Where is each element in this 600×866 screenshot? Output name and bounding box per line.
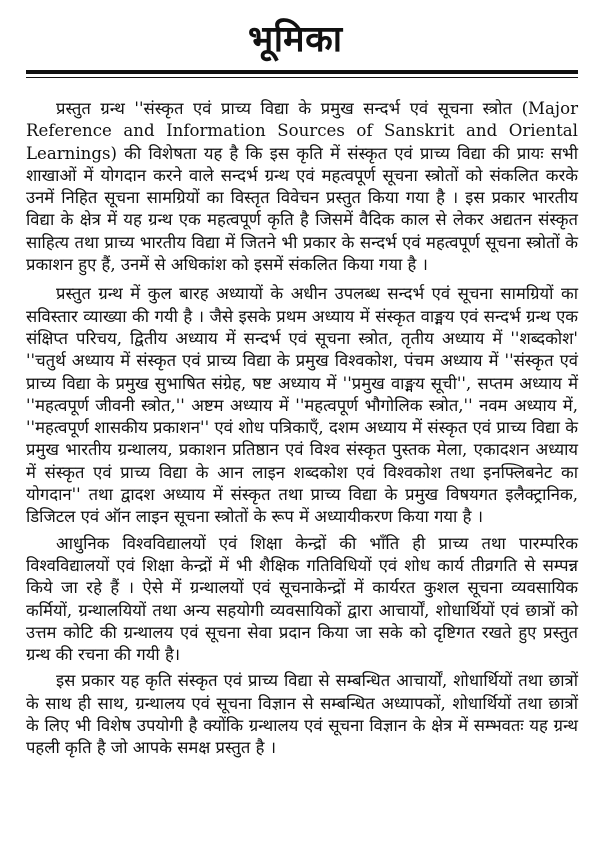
paragraph-3: आधुनिक विश्वविद्यालयों एवं शिक्षा केन्द्रों की भाँति ही प्राच्य तथा पारम्परिक विश्वविद्यालयों एवं शिक्षा केन्द्रों में भी शैक्षिक गतिविधियों एवं शोध कार्य तीव्रगति से सम्पन्न किये जा रहे हैं । ऐसे में ग्रन्थालयों एवं सूचनाकेन्द्रों में कार्यरत कुशल सूचना व्यवसायिक कर्मियों, ग्रन्थालयियों तथा अन्य सहयोगी व्यवसायिकों द्वारा आचार्यों, शोधार्थियों एवं छात्रों को उत्तम कोटि की ग्रन्थालय एवं सूचना सेवा प्रदान किया जा सके को दृष्टिगत रखते हुए प्रस्तुत ग्रन्थ की रचना की गयी है।	[26, 533, 578, 665]
page-title: भूमिका	[248, 19, 343, 60]
document-body	[26, 98, 578, 760]
paragraph-1: प्रस्तुत ग्रन्थ ''संस्कृत एवं प्राच्य विद्या के प्रमुख सन्दर्भ एवं सूचना स्त्रोत (Major Reference and Information Sources of Sanskrit and Oriental Learnings) की विशेषता यह है कि इस कृति में संस्कृत एवं प्राच्य विद्या की प्रायः सभी शाखाओं में योगदान करने वाले सन्दर्भ ग्रन्थ एवं महत्वपूर्ण सूचना स्त्रोतों को संकलित करके उनमें निहित सूचना सामग्रियों का विस्तृत विवेचन प्रस्तुत किया गया है । इस प्रकार भारतीय विद्या के क्षेत्र में यह ग्रन्थ एक महत्वपूर्ण कृति है जिसमें वैदिक काल से लेकर अद्यतन संस्कृत साहित्य तथा प्राच्य भारतीय विद्या में जितने भी प्रकार के सन्दर्भ एवं महत्वपूर्ण सूचना स्त्रोतों के प्रकाशन हुए हैं, उनमें से अधिकांश को इसमें संकलित किया गया है ।	[26, 99, 578, 275]
heading-rule-thin	[26, 77, 578, 78]
paragraph-4: इस प्रकार यह कृति संस्कृत एवं प्राच्य विद्या से सम्बन्धित आचार्यों, शोधार्थियों तथा छात्रों के साथ ही साथ, ग्रन्थालय एवं सूचना विज्ञान से सम्बन्धित अध्यापकों, शोधार्थियों तथा छात्रों के लिए भी विशेष उपयोगी है क्योंकि ग्रन्थालय एवं सूचना विज्ञान के क्षेत्र में सम्भवतः यह ग्रन्थ पहली कृति है जो आपके समक्ष प्रस्तुत है ।	[26, 671, 578, 758]
heading-rule-thick	[26, 70, 578, 74]
paragraph-2: प्रस्तुत ग्रन्थ में कुल बारह अध्यायों के अधीन उपलब्ध सन्दर्भ एवं सूचना सामग्रियों का सविस्तार व्याख्या की गयी है । जैसे इसके प्रथम अध्याय में संस्कृत वाङ्मय एवं सन्दर्भ ग्रन्थ एक संक्षिप्त परिचय, द्वितीय अध्याय में सन्दर्भ एवं सूचना स्त्रोत, तृतीय अध्याय में ''शब्दकोश' ''चतुर्थ अध्याय में संस्कृत एवं प्राच्य विद्या के प्रमुख विश्वकोश, पंचम अध्याय में ''संस्कृत एवं प्राच्य विद्या के प्रमुख सुभाषित संग्रेह, षष्ट अध्याय में ''प्रमुख वाङ्मय सूची'', सप्तम अध्याय में ''महत्वपूर्ण जीवनी स्त्रोत,'' अष्टम अध्याय में ''महत्वपूर्ण भौगोलिक स्त्रोत,'' नवम अध्याय में, ''महत्वपूर्ण शासकीय प्रकाशन'' एवं शोध पत्रिकाएँ, दशम अध्याय में संस्कृत एवं प्राच्य विद्या के प्रमुख भारतीय ग्रन्थालय, प्रकाशन प्रतिष्ठान एवं विश्व संस्कृत पुस्तक मेला, एकादशन अध्याय में संस्कृत एवं प्राच्य विद्या के आन लाइन शब्दकोश एवं विश्वकोश तथा इनफ्लिबनेट का योगदान'' तथा द्वादश अध्याय में संस्कृत तथा प्राच्य विद्या के प्रमुख विषयगत इलैक्ट्रानिक, डिजिटल एवं ऑन लाइन सूचना स्त्रोतों के रूप में अध्यायीकरण किया गया है ।	[26, 284, 578, 527]
